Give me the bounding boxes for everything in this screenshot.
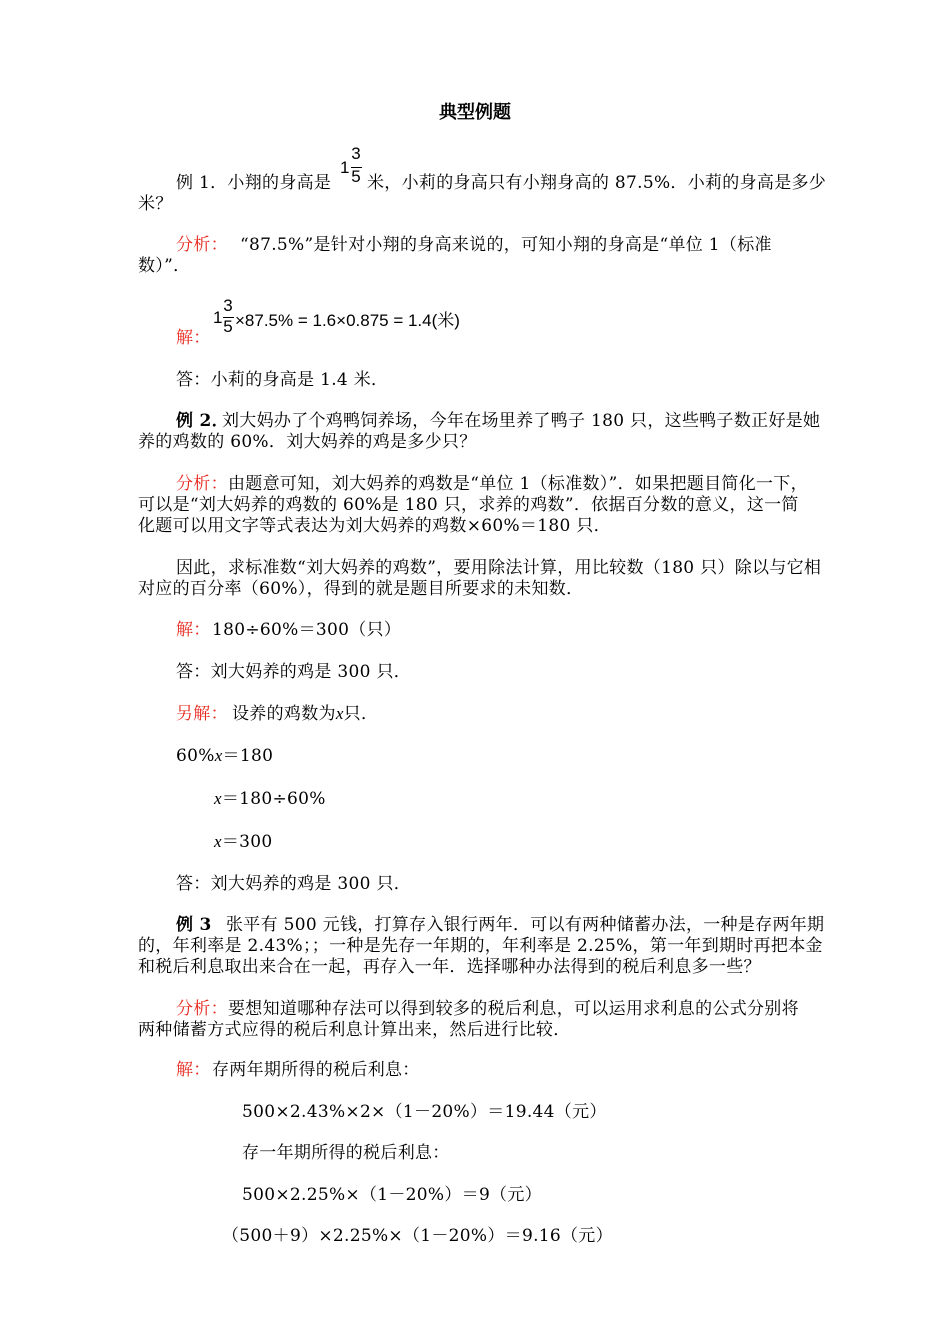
ex3-label: 例 3 [176,915,212,935]
mixed-fraction-height: 1 3 5 [340,144,361,186]
ex2-answer: 答：刘大妈养的鸡是 300 只． [176,662,412,682]
ex1-analysis-label: 分析： [176,235,228,255]
ex3-solution-line1: 存两年期所得的税后利息： [212,1060,420,1080]
ex2-alt-label: 另解： [176,704,228,724]
ex3-calc3: 500×2.25%×（1－20%）＝9（元） [242,1185,542,1205]
ex3-analysis-line2: 两种储蓄方式应得的税后利息计算出来，然后进行比较． [138,1020,571,1040]
page-title: 典型例题 [439,102,511,123]
ex2-therefore-line1: 因此，求标准数“刘大妈养的鸡数”，要用除法计算，用比较数（180 只）除以与它相 [176,558,822,578]
ex2-analysis-line3: 化题可以用文字等式表达为刘大妈养的鸡数×60%＝180 只． [138,516,611,536]
ex3-line2: 的，年利率是 2.43%；；一种是先存一年期的，年利率是 2.25%，第一年到期时再把本金 [138,936,823,956]
ex1-solution-label: 解： [176,328,211,348]
ex2-label: 例 2． [176,411,229,431]
ex2-analysis-label: 分析： [176,474,228,494]
ex3-analysis-label: 分析： [176,999,228,1019]
ex1-line1-pre: 例 1．小翔的身高是 [176,173,332,193]
ex1-line1-post: 米，小莉的身高只有小翔身高的 87.5%．小莉的身高是多少 [367,173,827,193]
ex2-solution: 180÷60%＝300（只） [212,620,402,640]
ex1-analysis-line2: 数）”． [138,256,191,276]
ex2-analysis-line2: 可以是“刘大妈养的鸡数的 60%是 180 只，求养的鸡数”．依据百分数的意义，这一简 [138,495,799,515]
ex1-line2: 米？ [138,194,173,214]
ex3-calc4: （500＋9）×2.25%×（1－20%）＝9.16（元） [222,1226,613,1246]
ex2-eq1: 60%x＝180 [176,746,274,766]
ex2-solution-label: 解： [176,620,211,640]
ex3-calc2-label: 存一年期所得的税后利息： [242,1143,450,1163]
ex2-analysis-line1: 由题意可知，刘大妈养的鸡数是“单位 1（标准数）”．如果把题目简化一下， [228,474,808,494]
ex3-solution-label: 解： [176,1060,211,1080]
ex3-line1: 张平有 500 元钱，打算存入银行两年．可以有两种储蓄办法，一种是存两年期 [226,915,825,935]
ex2-eq3: x＝300 [214,832,273,852]
ex3-calc1: 500×2.43%×2×（1－20%）＝19.44（元） [242,1102,607,1122]
ex2-line1: 刘大妈办了个鸡鸭饲养场，今年在场里养了鸭子 180 只，这些鸭子数正好是她 [222,411,821,431]
ex2-alt-text: 设养的鸡数为x只． [232,704,379,724]
ex2-line2: 养的鸡数的 60%．刘大妈养的鸡是多少只？ [138,432,477,452]
ex2-answer2: 答：刘大妈养的鸡是 300 只． [176,874,412,894]
ex3-analysis-line1: 要想知道哪种存法可以得到较多的税后利息，可以运用求利息的公式分别将 [228,999,799,1019]
ex1-analysis-line1: “87.5%”是针对小翔的身高来说的，可知小翔的身高是“单位 1（标准 [240,235,772,255]
ex3-line3: 和税后利息取出来合在一起，再存入一年．选择哪种办法得到的税后利息多一些？ [138,957,761,977]
ex2-eq2: x＝180÷60% [214,789,326,809]
ex1-answer: 答：小莉的身高是 1.4 米． [176,370,389,390]
ex1-formula: ×87.5% = 1.6×0.875 = 1.4(米) [235,311,460,330]
ex2-therefore-line2: 对应的百分率（60%），得到的就是题目所要求的未知数． [138,579,584,599]
mixed-fraction-formula: 1 3 5 [213,296,233,336]
